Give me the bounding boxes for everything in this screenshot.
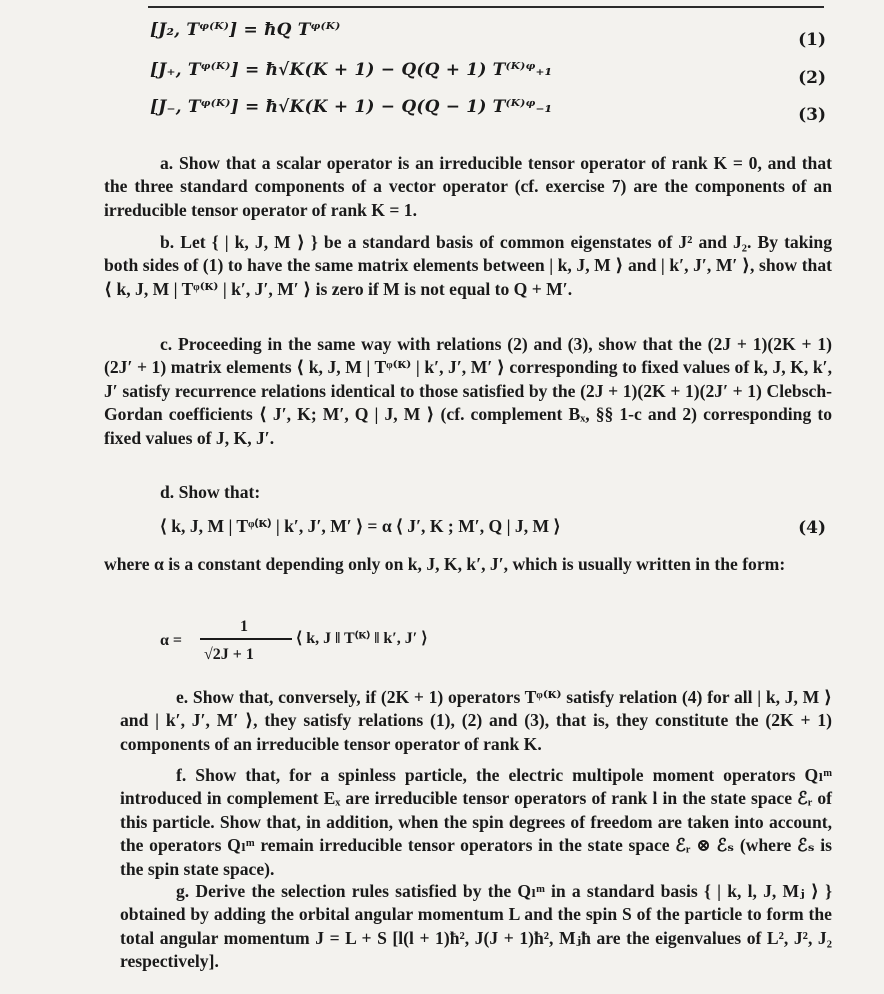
- part-a: a. Show that a scalar operator is an irreducible tensor operator of rank K = 0, and that the three standard components of a vector operator (cf. exercise 7) are the components of an irreducible tensor operator of rank K = 1.: [104, 153, 832, 220]
- alpha-lhs: α =: [160, 632, 183, 649]
- alpha-denominator: √2J + 1: [204, 646, 254, 663]
- part-f: f. Show that, for a spinless particle, the electric multipole moment operators Qₗᵐ introduced in complement Eₓ are irreducible tensor operators of rank l in the state space ℰᵣ of this particle. Show that, in addition, when the spin degrees of freedom are taken into account, the operators Qₗᵐ remain irreducible tensor operators in the state space ℰᵣ ⊗ ℰₛ (where ℰₛ is the spin state space).: [120, 765, 832, 879]
- part-d-after: where α is a constant depending only on k, J, K, k′, J′, which is usually written in the form:: [104, 554, 786, 574]
- part-d-formula: ⟨ k, J, M | Tᵠ⁽ᴷ⁾ | k′, J′, M′ ⟩ = α ⟨ J′, K ; M′, Q | J, M ⟩: [160, 516, 561, 536]
- top-rule: [148, 6, 824, 8]
- alpha-numerator: 1: [240, 618, 248, 635]
- relation-1-number: (1): [798, 30, 826, 50]
- alpha-fraction-bar: [200, 638, 292, 640]
- relation-1: [J₂, Tᵠ⁽ᴷ⁾] = ħQ Tᵠ⁽ᴷ⁾: [150, 20, 341, 40]
- formula-4-number: (4): [798, 518, 826, 538]
- part-g: g. Derive the selection rules satisfied by the Qₗᵐ in a standard basis { | k, l, J, Mⱼ ⟩ } obtained by adding the orbital angular momentum L and the spin S of the particle to form the total angular momentum J = L + S [l(l + 1)ħ², J(J + 1)ħ², Mⱼħ are the eigenvalues of L², J², J₂ respectively].: [120, 881, 832, 972]
- relation-3-number: (3): [798, 105, 826, 125]
- alpha-reduced-element: ⟨ k, J ‖ T⁽ᴷ⁾ ‖ k′, J′ ⟩: [296, 630, 428, 647]
- part-d-intro: d. Show that:: [160, 482, 261, 502]
- part-e: e. Show that, conversely, if (2K + 1) operators Tᵠ⁽ᴷ⁾ satisfy relation (4) for all | k, J, M ⟩ and | k′, J′, M′ ⟩, they satisfy relations (1), (2) and (3), that is, they constitute the (2K + 1) components of an irreducible tensor operator of rank K.: [120, 687, 832, 754]
- part-b: b. Let { | k, J, M ⟩ } be a standard basis of common eigenstates of J² and J₂. By taking both sides of (1) to have the same matrix elements between | k, J, M ⟩ and | k′, J′, M′ ⟩, show that ⟨ k, J, M | Tᵠ⁽ᴷ⁾ | k′, J′, M′ ⟩ is zero if M is not equal to Q + M′.: [104, 232, 832, 299]
- relation-2: [J₊, Tᵠ⁽ᴷ⁾] = ħ√K(K + 1) − Q(Q + 1) T⁽ᴷ⁾ᵠ₊₁: [150, 60, 553, 80]
- relation-2-number: (2): [798, 68, 826, 88]
- part-c: c. Proceeding in the same way with relations (2) and (3), show that the (2J + 1)(2K + 1)(2J′ + 1) matrix elements ⟨ k, J, M | Tᵠ⁽ᴷ⁾ | k′, J′, M′ ⟩ corresponding to fixed values of k, J, K, k′, J′ satisfy recurrence relations identical to those satisfied by the (2J + 1)(2K + 1)(2J′ + 1) Clebsch-Gordan coefficients ⟨ J′, K; M′, Q | J, M ⟩ (cf. complement Bₓ, §§ 1-c and 2) corresponding to fixed values of J, K, J′.: [104, 334, 832, 448]
- relation-3: [J₋, Tᵠ⁽ᴷ⁾] = ħ√K(K + 1) − Q(Q − 1) T⁽ᴷ⁾ᵠ₋₁: [150, 97, 553, 117]
